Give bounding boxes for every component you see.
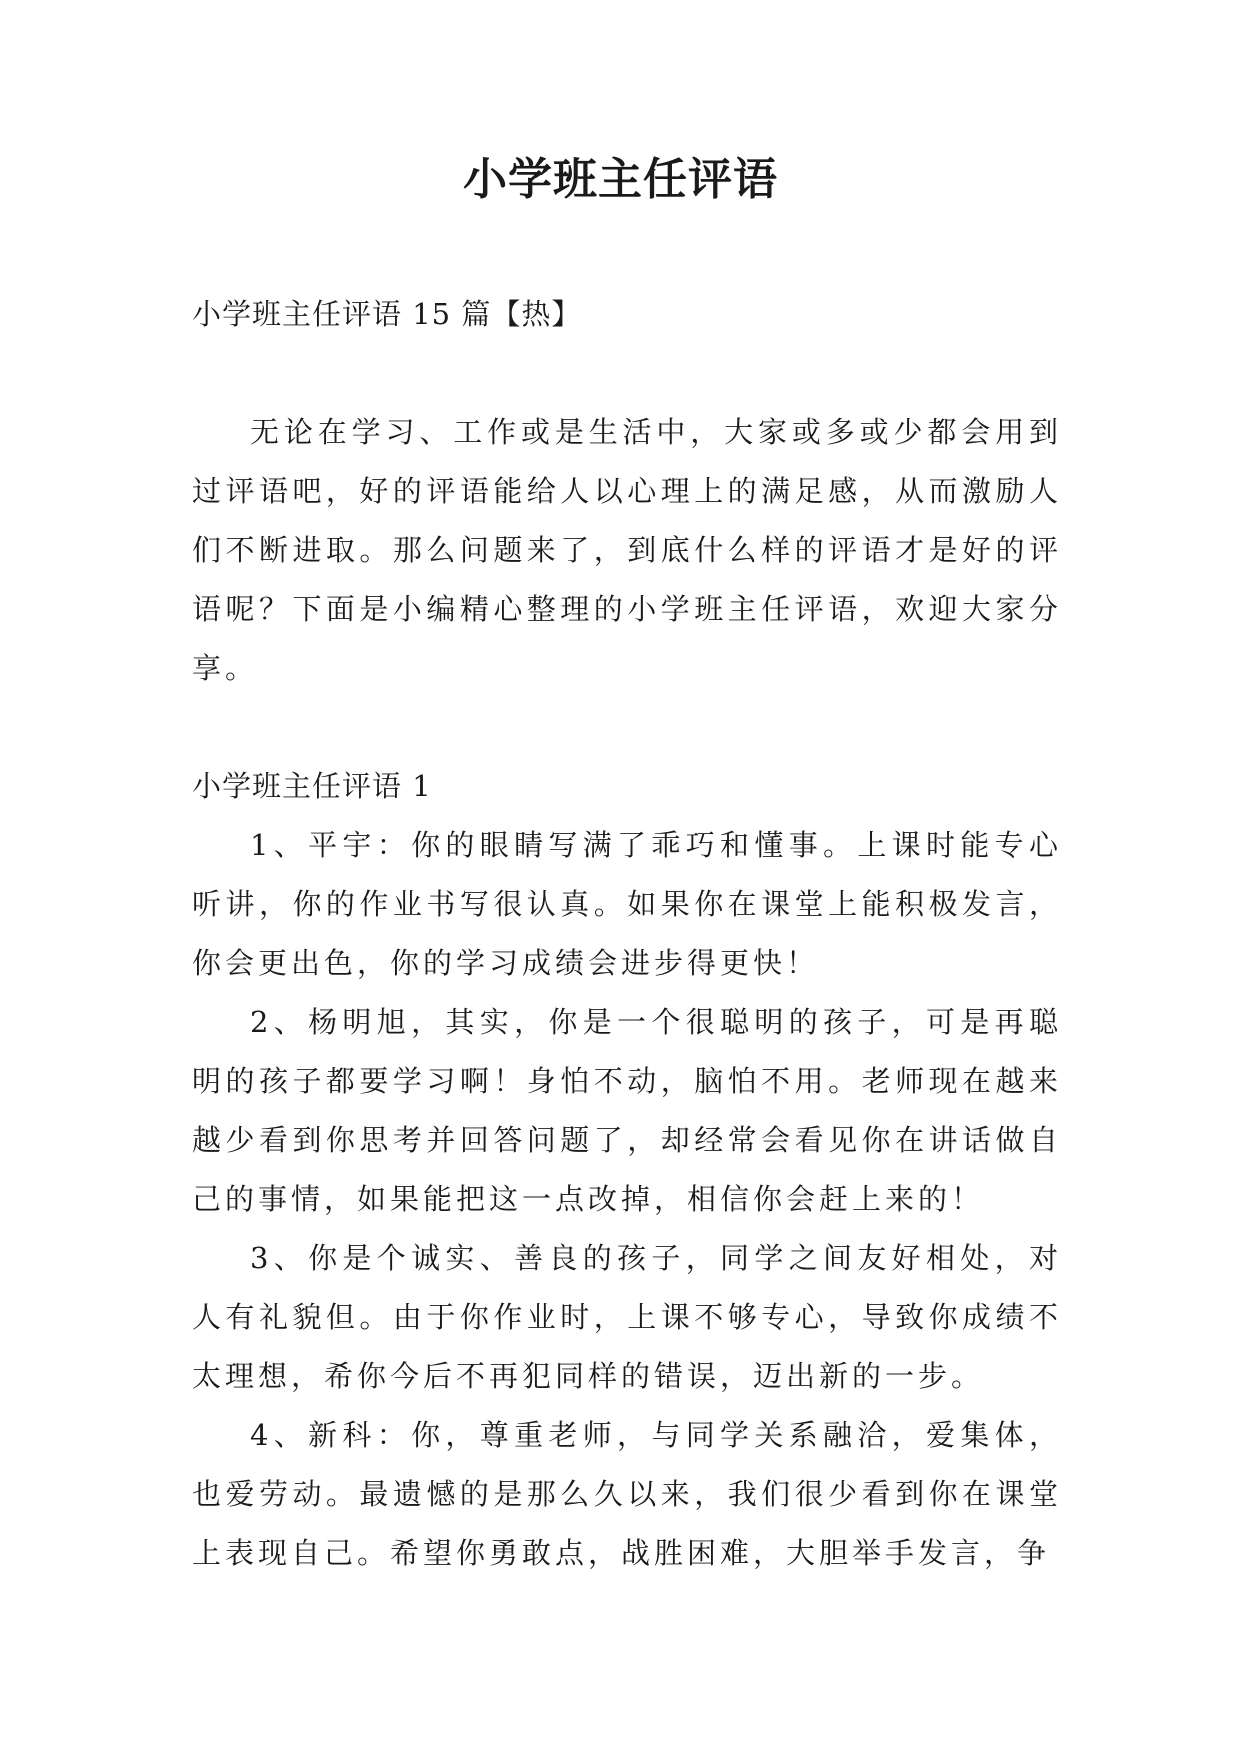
section-heading: 小学班主任评语 1 <box>192 769 432 803</box>
document-body <box>192 285 1062 1583</box>
comment-item-4: 4、新科：你，尊重老师，与同学关系融洽，爱集体，也爱劳动。最遗憾的是那么久以来，我们很少看到你在课堂上表现自己。希望你勇敢点，战胜困难，大胆举手发言，争 <box>192 1418 1062 1570</box>
comment-item-1: 1、平宇：你的眼睛写满了乖巧和懂事。上课时能专心听讲，你的作业书写很认真。如果你在课堂上能积极发言，你会更出色，你的学习成绩会进步得更快！ <box>192 828 1062 980</box>
document-title: 小学班主任评语 <box>463 154 778 205</box>
document-subtitle: 小学班主任评语 15 篇【热】 <box>192 297 582 331</box>
comment-item-3: 3、你是个诚实、善良的孩子，同学之间友好相处，对人有礼貌但。由于你作业时，上课不够专心，导致你成绩不太理想，希你今后不再犯同样的错误，迈出新的一步。 <box>192 1241 1062 1393</box>
comment-item-2: 2、杨明旭，其实，你是一个很聪明的孩子，可是再聪明的孩子都要学习啊！身怕不动，脑怕不用。老师现在越来越少看到你思考并回答问题了，却经常会看见你在讲话做自己的事情，如果能把这一点改掉，相信你会赶上来的！ <box>192 1005 1062 1216</box>
intro-paragraph: 无论在学习、工作或是生活中，大家或多或少都会用到过评语吧，好的评语能给人以心理上的满足感，从而激励人们不断进取。那么问题来了，到底什么样的评语才是好的评语呢？下面是小编精心整理的小学班主任评语，欢迎大家分享。 <box>192 415 1062 685</box>
